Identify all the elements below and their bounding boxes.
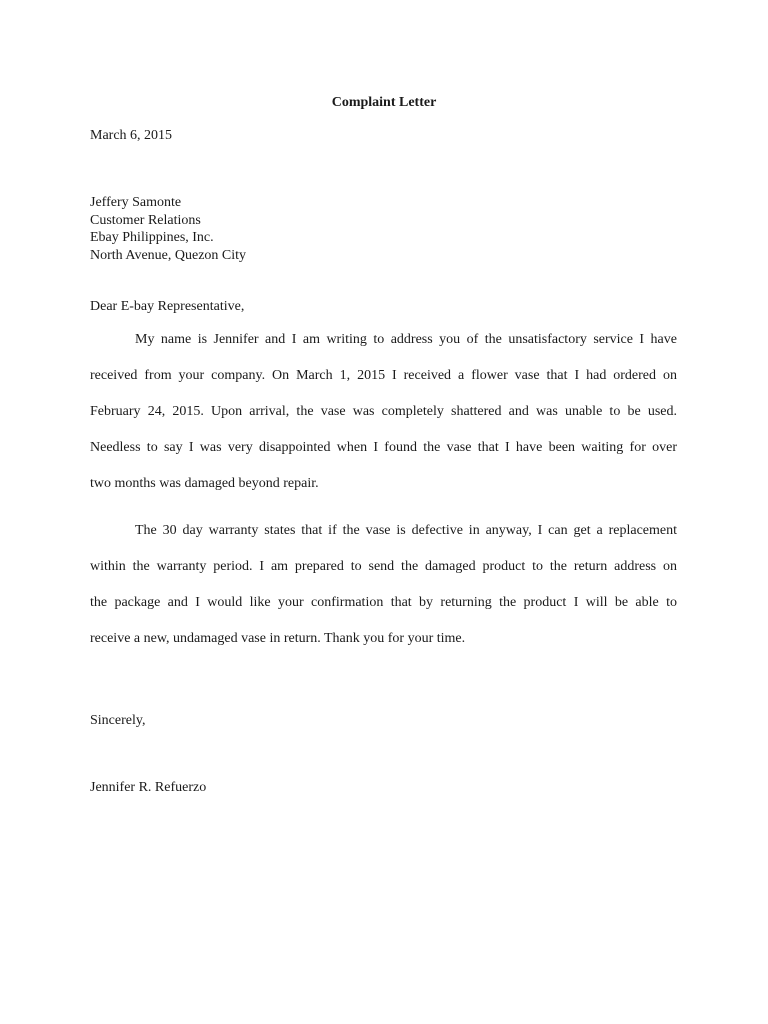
paragraph-line: receive a new, undamaged vase in return. Thank you for your time.	[90, 631, 466, 646]
paragraph-line: two months was damaged beyond repair.	[90, 476, 319, 491]
recipient-street-address: North Avenue, Quezon City	[90, 248, 247, 264]
paragraph-line: within the warranty period. I am prepared to send the damaged product to the return address on	[90, 559, 677, 574]
paragraph-line: the package and I would like your confirmation that by returning the product I will be able to	[90, 595, 677, 610]
recipient-name: Jeffery Samonte	[90, 195, 182, 210]
salutation: Dear E-bay Representative,	[90, 299, 245, 314]
recipient-company: Ebay Philippines, Inc.	[90, 230, 214, 246]
letter-title: Complaint Letter	[331, 95, 437, 110]
paragraph-line: received from your company. On March 1, 2015 I received a flower vase that I had ordered on	[90, 368, 677, 383]
letter-date: March 6, 2015	[90, 128, 173, 143]
body-paragraph-2	[90, 522, 677, 666]
recipient-department: Customer Relations	[90, 212, 201, 228]
signature-name: Jennifer R. Refuerzo	[90, 780, 207, 795]
paragraph-line: February 24, 2015. Upon arrival, the vase was completely shattered and was unable to be used.	[90, 404, 677, 419]
paragraph-line: The 30 day warranty states that if the vase is defective in anyway, I can get a replacement	[135, 523, 677, 538]
closing: Sincerely,	[90, 713, 146, 728]
paragraph-line: Needless to say I was very disappointed when I found the vase that I have been waiting for over	[90, 440, 677, 455]
body-paragraph-1	[90, 331, 677, 511]
paragraph-line: My name is Jennifer and I am writing to address you of the unsatisfactory service I have	[135, 332, 677, 347]
recipient-address-block	[90, 194, 246, 265]
